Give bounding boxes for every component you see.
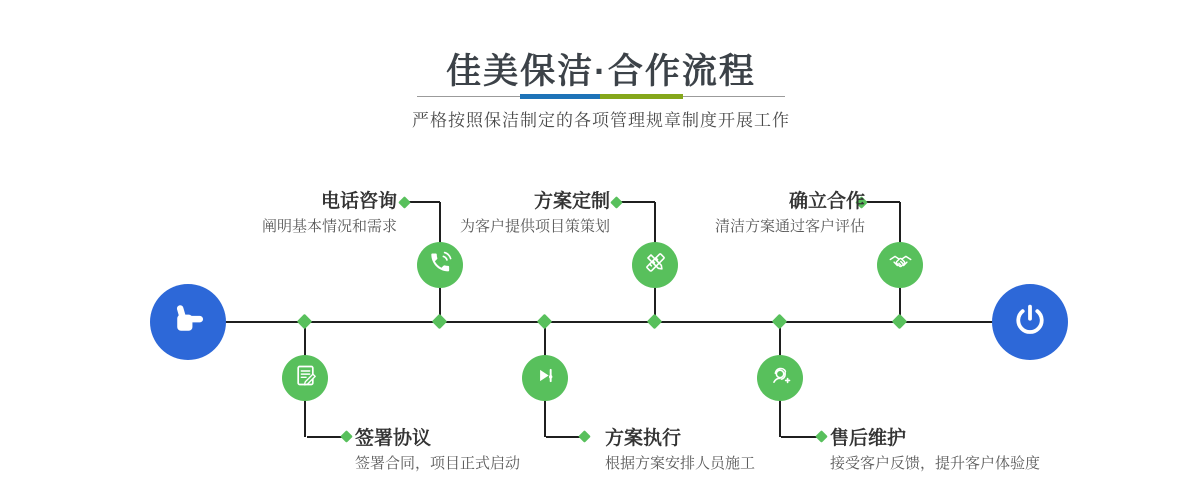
step-title: 电话咨询 bbox=[320, 191, 397, 212]
step-node-execute bbox=[522, 355, 568, 401]
step-desc: 阐明基本情况和需求 bbox=[261, 218, 397, 235]
pencil-ruler-icon bbox=[642, 249, 669, 281]
contract-pen-icon bbox=[292, 362, 319, 394]
handshake-icon bbox=[887, 249, 914, 281]
diamond-marker bbox=[578, 430, 591, 443]
step-node-aftersale bbox=[757, 355, 803, 401]
page-title: 佳美保洁·合作流程 bbox=[446, 52, 756, 91]
step-title: 签署协议 bbox=[355, 428, 432, 449]
step-title: 售后维护 bbox=[830, 428, 907, 449]
step-label-execute bbox=[605, 427, 755, 474]
step-label-cooperation bbox=[715, 190, 865, 237]
start-node bbox=[150, 284, 226, 360]
diamond-marker bbox=[892, 314, 908, 330]
end-node bbox=[992, 284, 1068, 360]
page-subtitle: 严格按照保洁制定的各项管理规章制度开展工作 bbox=[412, 111, 790, 130]
step-title: 方案定制 bbox=[533, 191, 610, 212]
step-desc: 为客户提供项目策策划 bbox=[459, 218, 610, 235]
step-node-phone bbox=[417, 242, 463, 288]
step-node-plan bbox=[632, 242, 678, 288]
divider-green-segment bbox=[600, 94, 683, 99]
step-label-sign bbox=[355, 427, 520, 474]
step-desc: 根据方案安排人员施工 bbox=[605, 455, 756, 472]
diamond-marker bbox=[647, 314, 663, 330]
step-desc: 接受客户反馈，提升客户体验度 bbox=[830, 455, 1041, 472]
step-title: 方案执行 bbox=[605, 428, 682, 449]
step-label-phone bbox=[262, 190, 397, 237]
pointing-hand-icon bbox=[169, 301, 207, 344]
title-divider bbox=[417, 94, 785, 99]
divider-blue-segment bbox=[520, 94, 600, 99]
play-execute-icon bbox=[532, 362, 559, 394]
power-icon bbox=[1011, 301, 1049, 344]
step-title: 确立合作 bbox=[788, 191, 865, 212]
diamond-marker bbox=[610, 196, 623, 209]
diamond-marker bbox=[432, 314, 448, 330]
diamond-marker bbox=[340, 430, 353, 443]
diamond-marker bbox=[537, 314, 553, 330]
step-label-plan bbox=[460, 190, 610, 237]
diamond-marker bbox=[398, 196, 411, 209]
step-node-sign bbox=[282, 355, 328, 401]
headset-plus-icon bbox=[767, 362, 794, 394]
step-desc: 签署合同，项目正式启动 bbox=[355, 455, 521, 472]
step-desc: 清洁方案通过客户评估 bbox=[714, 218, 865, 235]
diamond-marker bbox=[772, 314, 788, 330]
diamond-marker bbox=[815, 430, 828, 443]
step-node-cooperation bbox=[877, 242, 923, 288]
diamond-marker bbox=[297, 314, 313, 330]
phone-icon bbox=[427, 249, 454, 281]
step-label-aftersale bbox=[830, 427, 1040, 474]
